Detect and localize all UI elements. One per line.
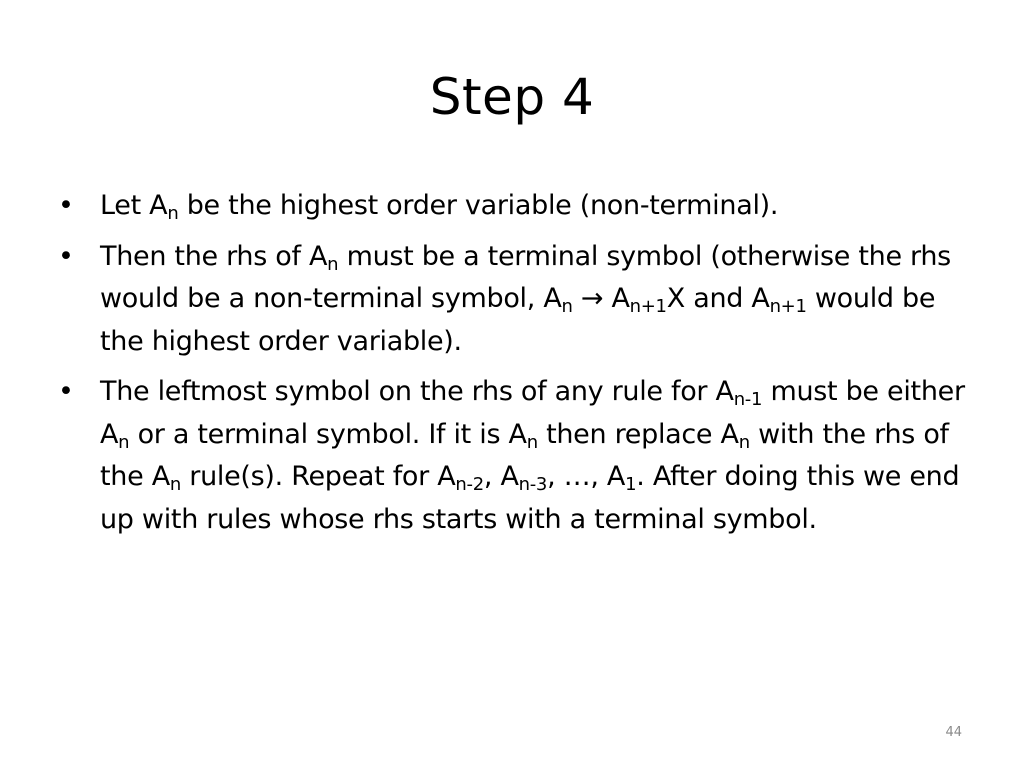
bullet-dot-icon: • (58, 190, 74, 221)
subscript: n (118, 431, 130, 453)
page-number: 44 (945, 725, 962, 740)
bullet-text-1: Let $A_n$ be the highest order variable (non-terminal). (100, 190, 779, 224)
subscript: n+1 (769, 296, 807, 317)
subscript: n (526, 431, 538, 453)
bullet-list (58, 185, 968, 549)
subscript: n (738, 431, 750, 453)
bullet-item-1 (58, 185, 968, 228)
slide-title: Step 4 (429, 68, 595, 126)
subscript: n (169, 474, 181, 495)
subscript: n (561, 296, 573, 317)
subscript: n+1 (629, 296, 667, 317)
subscript: n (327, 253, 339, 275)
bullet-dot-icon: • (58, 240, 74, 272)
bullet-item-2 (58, 236, 968, 364)
subscript: n-3 (518, 474, 548, 495)
subscript: 1 (625, 474, 637, 495)
subscript: n-1 (733, 389, 763, 410)
bullet-text-2: Then the rhs of $A_n$ must be a terminal symbol (otherwise the rhs would be a non-terminal symbol, $A_n \to A_{n+1}X$ and $A_{n+1}$ would be the highest order variable). (100, 240, 951, 357)
bullet-item-3 (58, 371, 968, 541)
subscript: n-2 (455, 474, 484, 495)
bullet-text-3: The leftmost symbol on the rhs of any rule for $A_{n-1}$ must be either $A_n$ or a terminal symbol. If it is $A_n$ then replace $A_n$ with the rhs of the $A_n$ rule(s). Repeat for $A_{n-2}$, $A_{n-3}$, …, $A_1$. After doing this we end up with rules whose rhs starts with a terminal symbol. (100, 376, 965, 535)
bullet-dot-icon: • (58, 376, 74, 407)
subscript: n (167, 203, 179, 224)
